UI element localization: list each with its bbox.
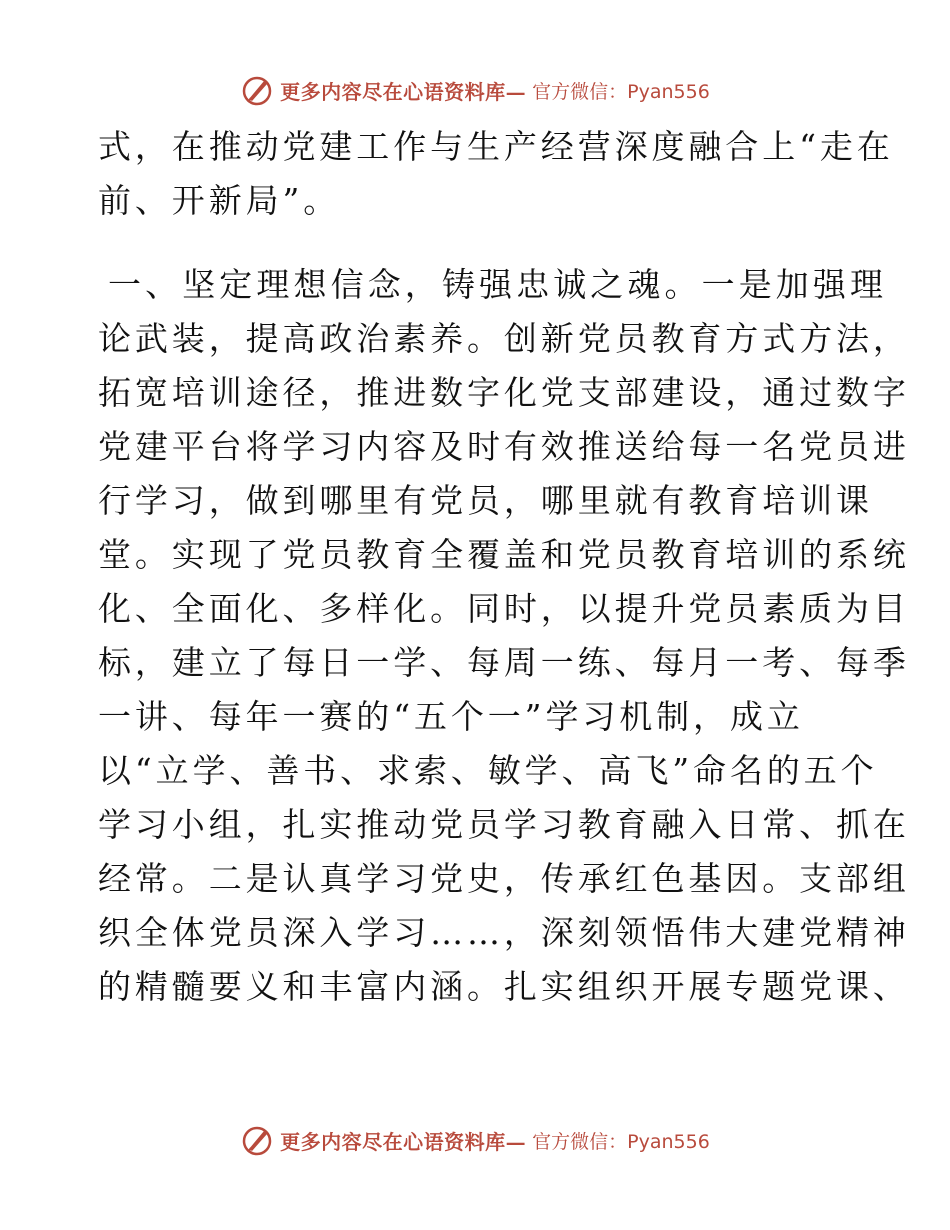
header-watermark [0,70,950,110]
quill-pen-logo-icon [240,1123,274,1157]
document-body [98,120,910,1014]
text-line: 以“立学、善书、求索、敏学、高飞”命名的五个 [98,751,878,790]
text-line: 堂。实现了党员教育全覆盖和党员教育培训的系统 [98,535,910,574]
text-line: 学习小组，扎实推动党员学习教育融入日常、抓在 [98,805,910,844]
watermark-wechat: 官方微信：Pyan556 [532,1130,710,1153]
paragraph-section-one [98,258,910,1014]
text-line: 式，在推动党建工作与生产经营深度融合上“走在 [98,127,894,166]
text-line: 拓宽培训途径，推进数字化党支部建设，通过数字 [98,373,910,412]
text-line: 经常。二是认真学习党史，传承红色基因。支部组 [98,859,910,898]
text-line: 一讲、每年一赛的“五个一”学习机制，成立 [98,697,804,736]
text-line: 化、全面化、多样化。同时，以提升党员素质为目 [98,589,910,628]
paragraph-intro [98,120,894,228]
text-line: 的精髓要义和丰富内涵。扎实组织开展专题党课、 [98,967,910,1006]
quill-pen-logo-icon [240,73,274,107]
footer-watermark [0,1120,950,1160]
text-line: 一、坚定理想信念，铸强忠诚之魂。一是加强理 [108,265,888,304]
text-line: 织全体党员深入学习……，深刻领悟伟大建党精神 [98,913,910,952]
watermark-text: 更多内容尽在心语资料库— [280,79,527,104]
text-line: 前、开新局”。 [98,181,341,220]
text-line: 标，建立了每日一学、每周一练、每月一考、每季 [98,643,910,682]
text-line: 论武装，提高政治素养。创新党员教育方式方法， [98,319,910,358]
watermark-wechat: 官方微信：Pyan556 [532,80,710,103]
text-line: 行学习，做到哪里有党员，哪里就有教育培训课 [98,481,873,520]
text-line: 党建平台将学习内容及时有效推送给每一名党员进 [98,427,910,466]
watermark-text: 更多内容尽在心语资料库— [280,1129,527,1154]
